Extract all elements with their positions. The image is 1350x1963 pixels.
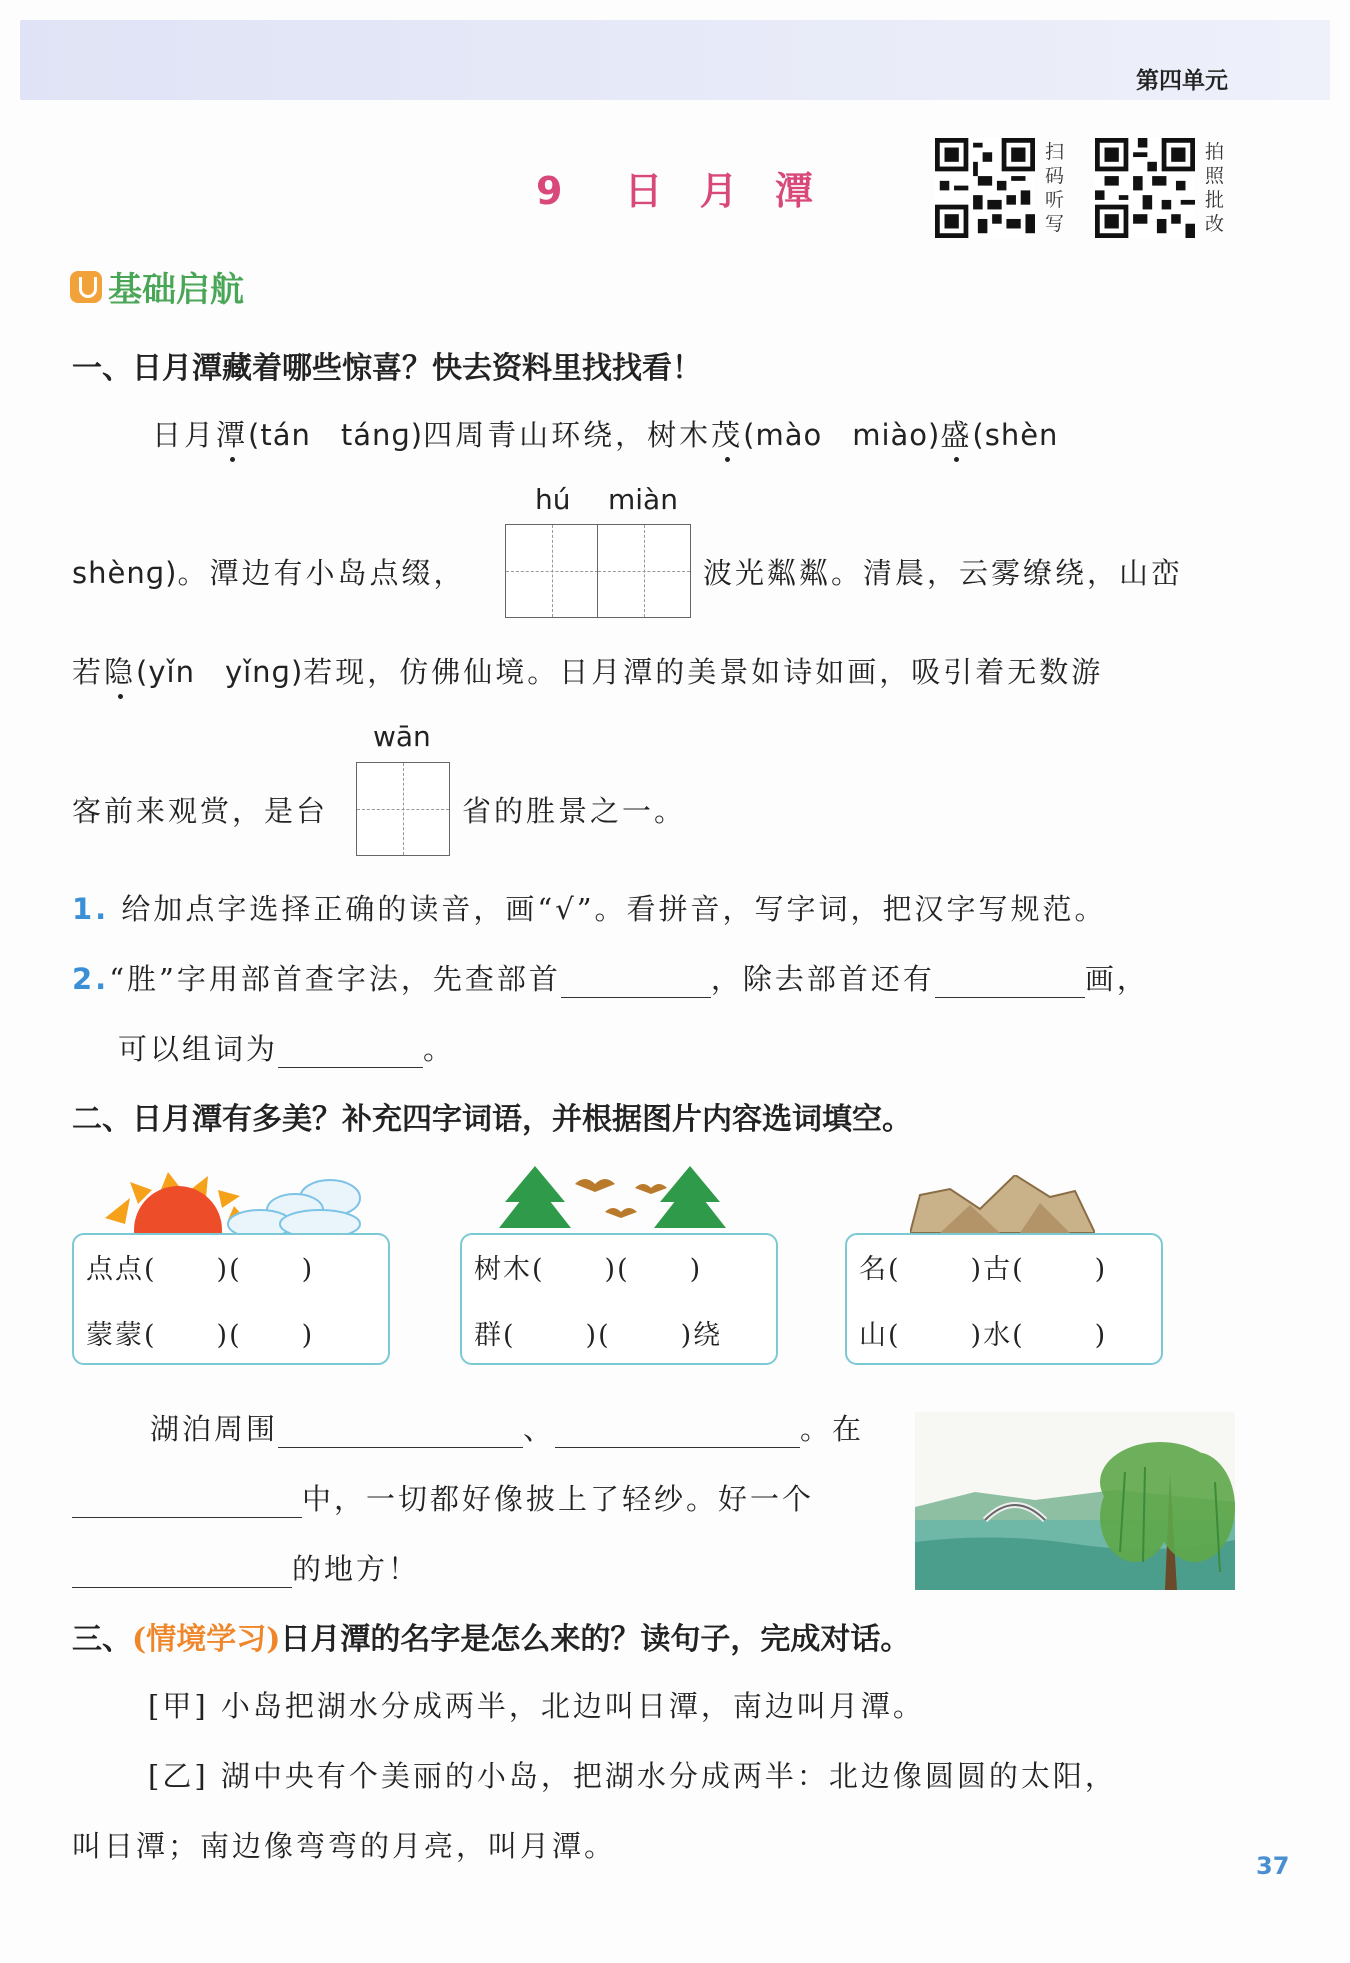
section-title: 基础启航 xyxy=(108,270,244,310)
unit-label: 第四单元 xyxy=(1136,68,1228,94)
mountains-illustration-icon xyxy=(910,1175,1095,1233)
q1-line2a: shènɡ)。潭边有小岛点缀， xyxy=(72,556,466,590)
lake-bridge-painting-icon xyxy=(915,1412,1235,1590)
anchor-icon xyxy=(70,271,102,303)
answer-blank[interactable] xyxy=(555,1419,800,1448)
box-pinyin-hu: hú xyxy=(535,483,571,516)
q1-line4b: 省的胜景之一。 xyxy=(462,794,687,828)
box-pinyin-mian: miàn xyxy=(608,483,678,516)
q3-title: 三、(情境学习)日月潭的名字是怎么来的？读句子，完成对话。 xyxy=(72,1622,911,1657)
q3-jia: [甲] 小岛把湖水分成两半，北边叫日潭，南边叫月潭。 xyxy=(148,1689,925,1723)
answer-blank-radical[interactable] xyxy=(561,969,711,998)
q2-fill-line3: 的地方！ xyxy=(72,1547,420,1588)
q3-yi-cont: 叫日潭；南边像弯弯的月亮，叫月潭。 xyxy=(72,1829,617,1863)
qr-code-listen-icon[interactable] xyxy=(935,138,1035,238)
trees-birds-illustration-icon xyxy=(495,1162,735,1234)
dotted-char: 隐 xyxy=(104,655,137,689)
dotted-char: 茂 xyxy=(711,418,744,452)
q2-title: 二、日月潭有多美？补充四字词语，并根据图片内容选词填空。 xyxy=(72,1102,912,1137)
qr-code-grade-icon[interactable] xyxy=(1095,138,1195,238)
q1-line3: 若隐(yǐn yǐnɡ)若现，仿佛仙境。日月潭的美景如诗如画，吸引着无数游 xyxy=(72,655,1104,689)
q3-yi: [乙] 湖中央有个美丽的小岛，把湖水分成两半：北边像圆圆的太阳， xyxy=(148,1759,1117,1793)
answer-blank-word[interactable] xyxy=(278,1039,423,1068)
section-heading xyxy=(70,262,244,311)
dotted-char: 潭 xyxy=(216,418,249,452)
answer-blank-strokes[interactable] xyxy=(935,969,1085,998)
dotted-char: 盛 xyxy=(940,418,973,452)
q1-sub2-cont: 可以组词为 。 xyxy=(118,1032,456,1066)
tian-grid-hu-mian[interactable] xyxy=(505,524,691,618)
box-pinyin-wan: wān xyxy=(373,720,431,753)
q1-line1: 日月潭(tán tánɡ)四周青山环绕，树木茂(mào miào)盛(shèn xyxy=(152,418,1059,452)
lesson-title: 9 日 月 潭 xyxy=(536,169,825,213)
sun-clouds-illustration-icon xyxy=(90,1168,370,1234)
q1-line2b: 波光粼粼。清晨，云雾缭绕，山峦 xyxy=(703,556,1184,590)
answer-blank[interactable] xyxy=(278,1419,523,1448)
context-learning-tag: (情境学习) xyxy=(132,1622,281,1657)
q2-fill-line2: 中，一切都好像披上了轻纱。好一个 xyxy=(72,1477,814,1518)
answer-blank[interactable] xyxy=(72,1559,292,1588)
answer-blank[interactable] xyxy=(72,1489,302,1518)
q2-fill-line1: 湖泊周围 、 。在 xyxy=(150,1412,865,1446)
word-card-3: 名( )古( ) 山( )水( ) xyxy=(845,1233,1163,1365)
header-band xyxy=(20,20,1330,100)
q1-line4a: 客前来观赏，是台 xyxy=(72,794,329,828)
qr-label-listen: 扫码听写 xyxy=(1045,141,1065,235)
word-card-2: 树木( )( ) 群( )( )绕 xyxy=(460,1233,778,1365)
tian-grid-wan[interactable] xyxy=(356,762,450,856)
page-number: 37 xyxy=(1256,1852,1290,1880)
q1-sub1: 1. 给加点字选择正确的读音，画“√”。看拼音，写字词，把汉字写规范。 xyxy=(72,892,1107,926)
word-card-1: 点点( )( ) 蒙蒙( )( ) xyxy=(72,1233,390,1365)
qr-label-grade: 拍照批改 xyxy=(1205,141,1225,235)
q1-title: 一、日月潭藏着哪些惊喜？快去资料里找找看！ xyxy=(72,351,702,386)
q1-sub2: 2.“胜”字用部首查字法，先查部首 ，除去部首还有 画， xyxy=(72,962,1149,996)
